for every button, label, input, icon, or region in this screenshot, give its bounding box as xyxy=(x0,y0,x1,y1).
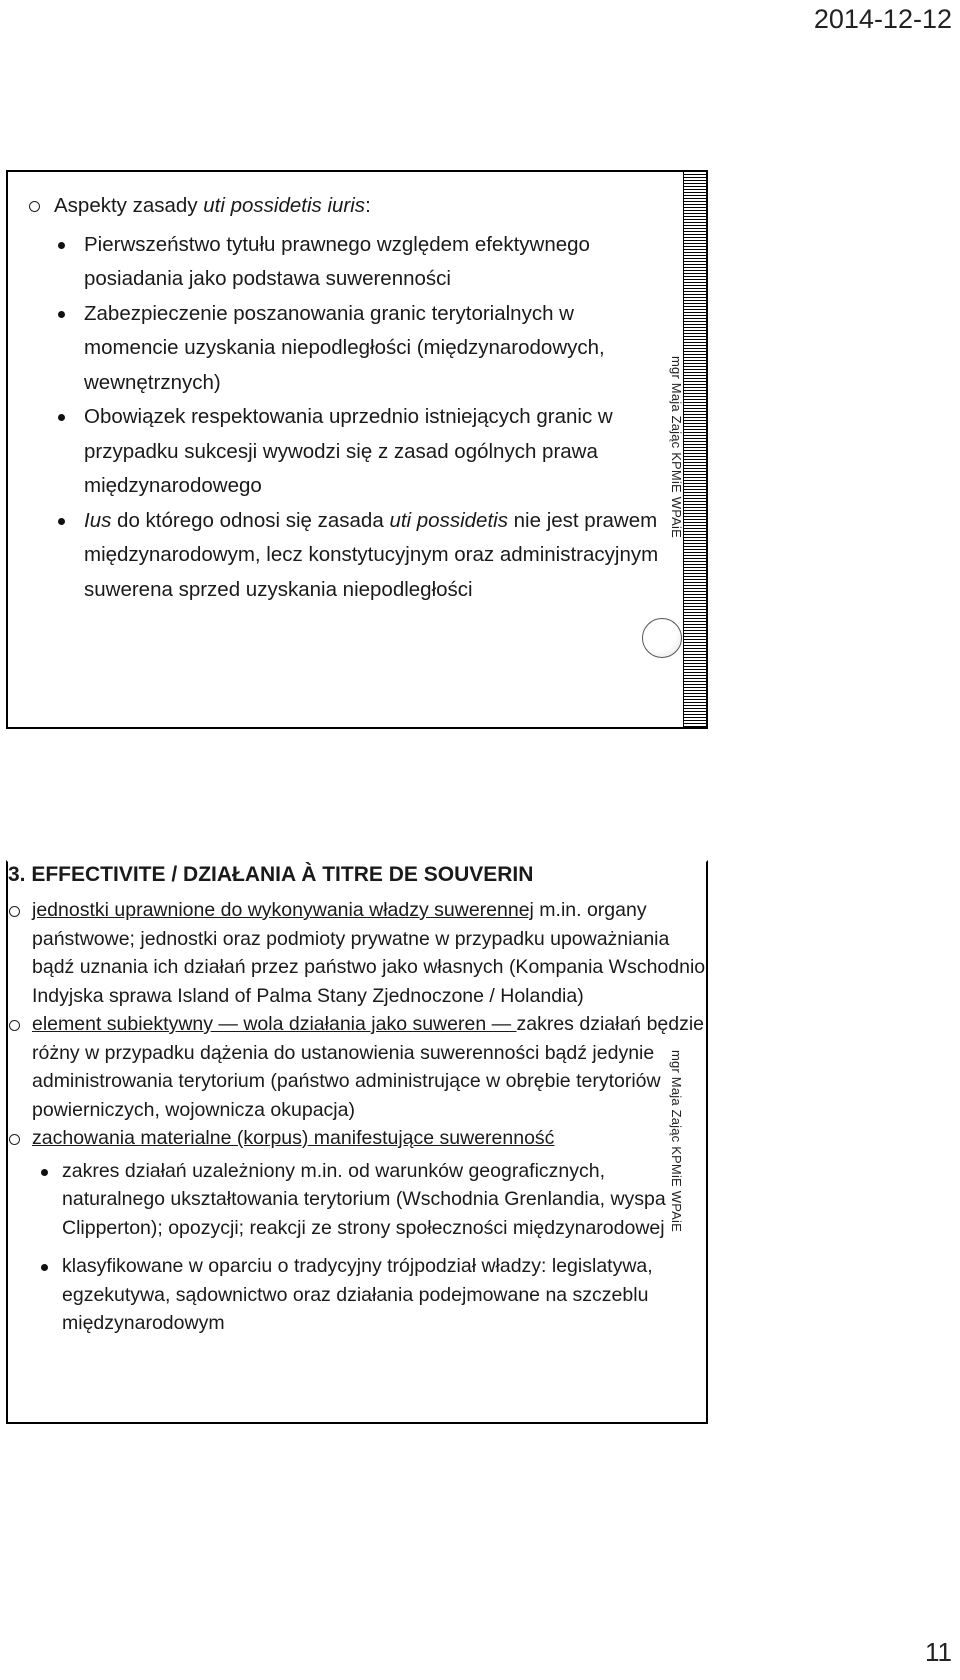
hollow-bullet-icon xyxy=(9,906,20,917)
list-item-text: Zabezpieczenie poszanowania granic terytorialnych w momencie uzyskania niepodległości (międzynarodowych, wewnętrznych) xyxy=(84,301,605,394)
bullet-lead: Aspekty zasady xyxy=(54,194,204,217)
bullet-1-text: m.in. organy państwowe; jednostki oraz podmioty prywatne w przypadku upoważniania bądź uznania ich działań przez państwo jako własnych (Kompania Wschodnio Indyjska sprawa Island of Palma Stany Zjednoczone / Holandia) xyxy=(32,899,706,1007)
author-label: mgr Maja Zając KPMiE WPAiE xyxy=(669,1050,684,1232)
dot-bullet-icon xyxy=(58,311,65,318)
dot-bullet-icon xyxy=(41,1264,48,1271)
bullet-lead-em: uti possidetis iuris xyxy=(203,194,366,217)
list-item xyxy=(8,1252,708,1338)
bullet-2-text: zakres działań będzie różny w przypadku dążenia do ustanowienia suwerenności bądź jedynie administrowania terytorium (państwo administrujące w obrębie terytoriów powierniczych, wojownicza okupacja) xyxy=(32,1013,705,1121)
dot-bullet-icon xyxy=(41,1169,48,1176)
page-number: 11 xyxy=(925,1637,952,1667)
dot-bullet-icon xyxy=(58,414,65,421)
slide-side-strip xyxy=(683,172,706,727)
list-item xyxy=(48,400,666,504)
slide-2-heading: 3. EFFECTIVITE / DZIAŁANIA À TITRE DE SOUVERIN xyxy=(8,863,534,886)
bullet-lead-tail: : xyxy=(365,194,371,217)
bullet-1 xyxy=(8,896,708,1010)
bullet-3-underlined-2: materialne xyxy=(140,1127,232,1149)
slide-1-content xyxy=(26,189,666,607)
list-item-text: do którego odnosi się zasada xyxy=(111,508,390,532)
list-item-text: Pierwszeństwo tytułu prawnego względem efektywnego posiadania jako podstawa suwerenności xyxy=(84,232,590,290)
author-label: mgr Maja Zając KPMiE WPAiE xyxy=(669,356,684,538)
page-date: 2014-12-12 xyxy=(813,4,952,34)
circle-icon xyxy=(642,618,682,658)
list-item-text: zakres działań uzależniony m.in. od warunków geograficznych, naturalnego ukształtowania terytorium (Wschodnia Grenlandia, wyspa Clipperton); opozycji; reakcji ze strony społeczności międzynarodowej xyxy=(62,1159,666,1239)
list-item-text: klasyfikowane w oparciu o tradycyjny trójpodział władzy: legislatywa, egzekutywa, sądownictwo oraz działania podejmowane na szczeblu międzynarodowym xyxy=(62,1255,653,1334)
bullet-2-underlined-2: — wola działania jako suweren — xyxy=(213,1013,517,1035)
hollow-bullet-icon xyxy=(29,201,40,212)
bullet-1-underlined: jednostki uprawnione do wykonywania władzy suwerennej xyxy=(32,899,534,921)
list-item xyxy=(48,504,666,608)
slide-2-content xyxy=(8,896,708,1338)
bullet-3 xyxy=(8,1124,708,1153)
slide-1 xyxy=(6,170,708,729)
list-item xyxy=(8,1157,708,1243)
list-item-text: nie jest prawem międzynarodowym, lecz konstytucyjnym oraz administracyjnym suwerena sprzed uzyskania niepodległości xyxy=(84,508,659,601)
ius-term: Ius xyxy=(84,508,112,532)
dot-bullet-icon xyxy=(58,242,65,249)
bullet-3-underlined: zachowania xyxy=(32,1127,141,1149)
list-item xyxy=(48,228,666,297)
slide-2 xyxy=(6,860,708,1424)
uti-possidetis-term: uti possidetis xyxy=(389,508,508,532)
bullet-2 xyxy=(8,1010,708,1124)
hollow-bullet-icon xyxy=(9,1134,20,1145)
dot-bullet-icon xyxy=(58,518,65,525)
sub-list xyxy=(48,228,666,608)
bullet-2-underlined: element subiektywny xyxy=(32,1013,214,1035)
sub-list xyxy=(8,1157,708,1338)
main-bullet xyxy=(26,189,666,224)
bullet-3-underlined-3: (korpus) manifestujące suwerenność xyxy=(231,1127,555,1149)
list-item-text: Obowiązek respektowania uprzednio istniejących granic w przypadku sukcesji wywodzi się z zasad ogólnych prawa międzynarodowego xyxy=(84,405,613,497)
hollow-bullet-icon xyxy=(9,1020,20,1031)
list-item xyxy=(48,297,666,401)
